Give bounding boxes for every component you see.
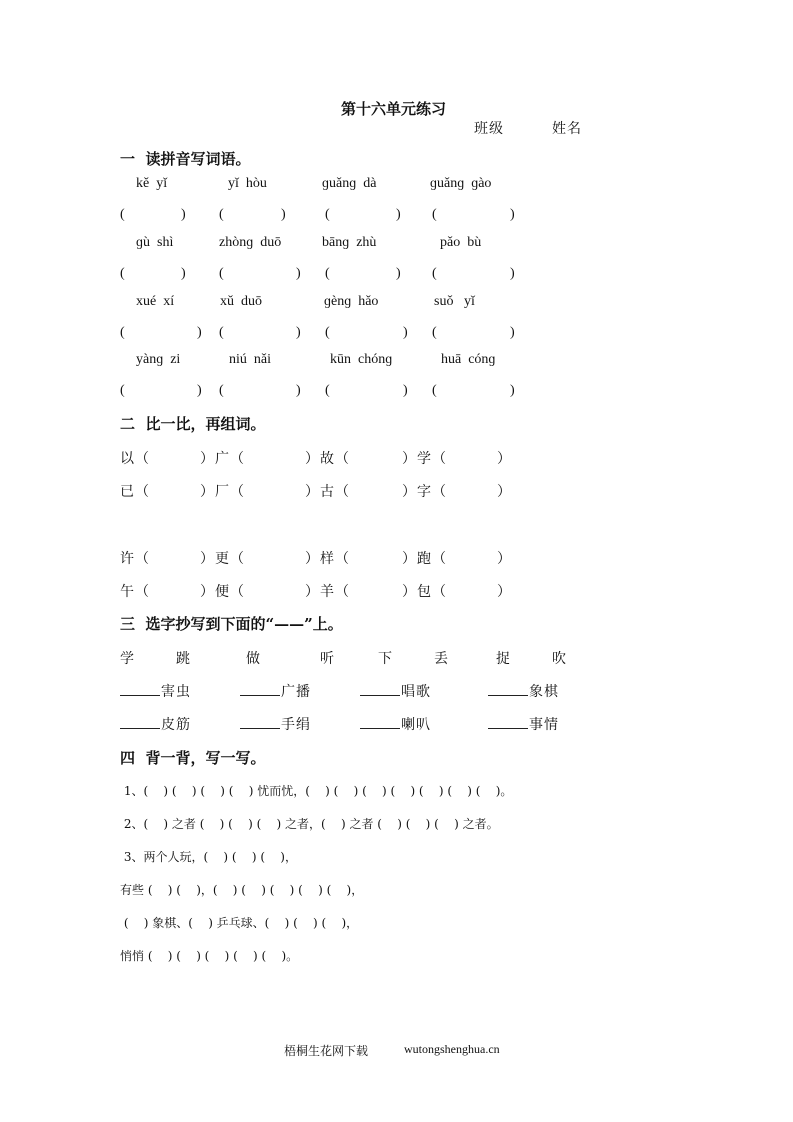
pinyin-item: yànɡ zi (136, 352, 181, 367)
recite-line: 悄悄 ( ) ( ) ( ) ( ) ( )。 (120, 949, 299, 963)
answer-paren-open: ( (325, 383, 330, 398)
answer-paren-open: ( (432, 207, 437, 222)
answer-paren-open: ( (432, 383, 437, 398)
answer-paren-close: ) (403, 383, 408, 398)
answer-paren-open: ( (219, 383, 224, 398)
pinyin-item: suǒ yǐ (434, 294, 475, 309)
answer-paren-open: ( (120, 266, 125, 281)
compare-item: ）便（ (200, 584, 245, 600)
pinyin-item: kě yǐ (136, 176, 168, 191)
answer-paren-open: ( (120, 207, 125, 222)
blank-line[interactable] (360, 714, 400, 729)
choice-char: 吹 (552, 651, 567, 667)
answer-paren-close: ) (396, 207, 401, 222)
pinyin-item: ɡù shì (136, 235, 174, 250)
blank-line[interactable] (488, 681, 528, 696)
recite-line: 3、两个人玩，( ) ( ) ( )， (120, 850, 297, 864)
pinyin-item: ɡuǎnɡ ɡào (430, 176, 492, 191)
fill-blank-item: 手绢 (240, 714, 311, 734)
answer-paren-close: ) (510, 266, 515, 281)
compare-item: ）更（ (200, 551, 245, 567)
answer-paren-open: ( (325, 266, 330, 281)
choice-char: 做 (246, 651, 261, 667)
answer-paren-close: ) (510, 383, 515, 398)
choice-char: 丢 (434, 651, 449, 667)
compare-item: ） (497, 551, 512, 567)
recite-line: 1、( ) ( ) ( ) ( ) 忧而忧，( ) ( ) ( ) ( ) ( ) ( ) ( )。 (120, 784, 513, 798)
answer-paren-close: ) (510, 207, 515, 222)
answer-paren-open: ( (219, 325, 224, 340)
section-3-heading: 三 选字抄写到下面的“——”上。 (120, 615, 343, 633)
compare-item: 已（ (120, 484, 150, 500)
pinyin-item: xǔ duō (220, 294, 262, 309)
fill-blank-item: 害虫 (120, 681, 191, 701)
blank-line[interactable] (120, 681, 160, 696)
answer-paren-close: ) (197, 383, 202, 398)
footer-site-name: 梧桐生花网下载 (284, 1044, 369, 1058)
pinyin-item: zhònɡ duō (219, 235, 282, 250)
choice-char: 捉 (496, 651, 511, 667)
fill-blank-item: 象棋 (488, 681, 559, 701)
compare-item: 许（ (120, 551, 150, 567)
compare-item: ） (497, 584, 512, 600)
compare-item: ）包（ (402, 584, 447, 600)
blank-line[interactable] (240, 681, 280, 696)
pinyin-item: ɡènɡ hǎo (324, 294, 379, 309)
section-2-heading: 二 比一比，再组词。 (120, 415, 266, 433)
pinyin-item: ɡuǎnɡ dà (322, 176, 377, 191)
answer-paren-close: ) (396, 266, 401, 281)
pinyin-item: bānɡ zhù (322, 235, 377, 250)
answer-paren-close: ) (181, 266, 186, 281)
compare-item: ） (497, 451, 512, 467)
fill-blank-item: 唱歌 (360, 681, 431, 701)
blank-line[interactable] (240, 714, 280, 729)
blank-line[interactable] (488, 714, 528, 729)
compare-item: ） (497, 484, 512, 500)
compare-item: ）广（ (200, 451, 245, 467)
choice-char: 听 (320, 651, 335, 667)
compare-item: ）羊（ (305, 584, 350, 600)
class-label: 班级 (474, 121, 504, 137)
answer-paren-open: ( (120, 325, 125, 340)
answer-paren-open: ( (219, 207, 224, 222)
choice-char: 跳 (176, 651, 191, 667)
pinyin-item: yǐ hòu (228, 176, 267, 191)
answer-paren-close: ) (197, 325, 202, 340)
answer-paren-open: ( (325, 207, 330, 222)
answer-paren-open: ( (432, 266, 437, 281)
compare-item: 午（ (120, 584, 150, 600)
answer-paren-close: ) (296, 325, 301, 340)
recite-line: 2、( ) 之者 ( ) ( ) ( ) 之者，( ) 之者 ( ) ( ) ( ) 之者。 (120, 817, 499, 831)
answer-paren-open: ( (432, 325, 437, 340)
compare-item: ）样（ (305, 551, 350, 567)
blank-line[interactable] (120, 714, 160, 729)
fill-blank-item: 事情 (488, 714, 559, 734)
compare-item: ）故（ (305, 451, 350, 467)
answer-paren-open: ( (219, 266, 224, 281)
choice-char: 学 (120, 651, 135, 667)
pinyin-item: kūn chónɡ (330, 352, 393, 367)
compare-item: ）厂（ (200, 484, 245, 500)
pinyin-item: niú nǎi (229, 352, 271, 367)
section-4-heading: 四 背一背，写一写。 (120, 749, 266, 767)
answer-paren-open: ( (325, 325, 330, 340)
blank-line[interactable] (360, 681, 400, 696)
pinyin-item: pǎo bù (440, 235, 482, 250)
fill-blank-item: 广播 (240, 681, 311, 701)
answer-paren-close: ) (281, 207, 286, 222)
answer-paren-close: ) (296, 266, 301, 281)
answer-paren-close: ) (403, 325, 408, 340)
section-1-heading: 一 读拼音写词语。 (120, 150, 251, 168)
pinyin-item: huā cónɡ (441, 352, 496, 367)
compare-item: ）字（ (402, 484, 447, 500)
pinyin-item: xué xí (136, 294, 175, 309)
compare-item: ）古（ (305, 484, 350, 500)
compare-item: ）学（ (402, 451, 447, 467)
answer-paren-close: ) (181, 207, 186, 222)
answer-paren-close: ) (510, 325, 515, 340)
answer-paren-open: ( (120, 383, 125, 398)
fill-blank-item: 喇叭 (360, 714, 431, 734)
choice-char: 下 (378, 651, 393, 667)
name-label: 姓名 (552, 121, 582, 137)
compare-item: 以（ (120, 451, 150, 467)
compare-item: ）跑（ (402, 551, 447, 567)
recite-line: ( ) 象棋、( ) 乒乓球、( ) ( ) ( )， (120, 916, 359, 930)
recite-line: 有些 ( ) ( )，( ) ( ) ( ) ( ) ( )， (120, 883, 364, 897)
answer-paren-close: ) (296, 383, 301, 398)
footer-url[interactable]: wutongshenghua.cn (404, 1042, 500, 1056)
fill-blank-item: 皮筋 (120, 714, 191, 734)
page-title: 第十六单元练习 (341, 100, 447, 118)
